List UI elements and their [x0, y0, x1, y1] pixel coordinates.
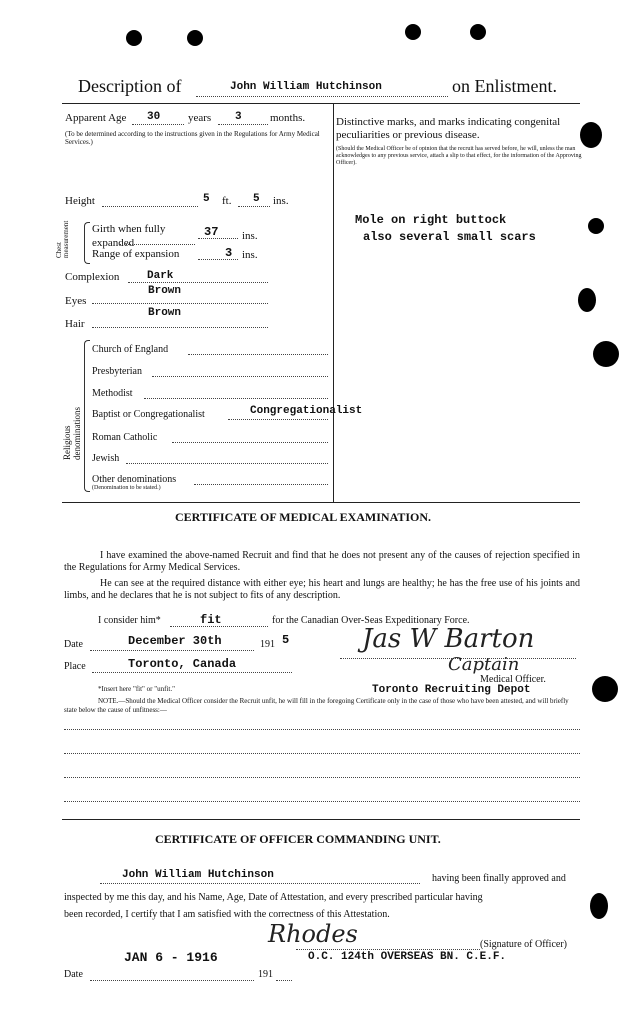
height-ft: 5: [203, 193, 210, 205]
medical-title: CERTIFICATE OF MEDICAL EXAMINATION.: [175, 510, 432, 524]
marks-label: Distinctive marks, and marks indicating congenital peculiarities or previous disease.: [336, 116, 561, 141]
unfit-note: NOTE.—Should the Medical Officer consider the Recruit unfit, he will fill in the foregoing Certificate only in the case of those who have been attested, and will briefly state below the cause of unfitness:—: [64, 697, 569, 714]
chest-brace: [84, 222, 90, 264]
months-label: months.: [270, 112, 306, 124]
officer-unit: O.C. 124th OVERSEAS BN. C.E.F.: [308, 951, 507, 963]
denomination-item: Other denominations: [92, 474, 177, 485]
ins-label: ins.: [273, 195, 289, 207]
year-digit: 5: [282, 633, 290, 647]
height-line: [102, 206, 198, 207]
officer-sig-label: (Signature of Officer): [480, 939, 568, 950]
eyes-label: Eyes: [65, 295, 87, 307]
religion-label: Religious denominations: [62, 407, 82, 460]
religion-value: Congregationalist: [250, 405, 363, 417]
officer-date-label: Date: [64, 969, 83, 980]
eyes-line: [92, 303, 268, 304]
hair-line: [92, 327, 268, 328]
place-line: [92, 672, 292, 673]
denomination-line: [144, 398, 328, 399]
depot-stamp: Toronto Recruiting Depot: [372, 684, 531, 696]
punch-hole: [592, 676, 618, 702]
complexion-line: [128, 282, 268, 283]
punch-hole: [593, 341, 619, 367]
header-name-line: [196, 96, 448, 97]
denomination-note: (Denomination to be stated.): [92, 485, 161, 491]
stamp-date: JAN 6 - 1916: [124, 950, 218, 965]
ins-line: [238, 206, 270, 207]
girth-label: Girth when fully expanded: [92, 223, 166, 249]
age-label: Apparent Age: [65, 112, 127, 124]
range-label: Range of expansion: [92, 248, 180, 260]
header-prefix: Description of: [78, 76, 182, 96]
punch-hole: [588, 218, 604, 234]
marks-note: (Should the Medical Officer be of opinion that the recruit has served before, he will, unless the man acknowledges to any previous service, attach a slip to that effect, for the information of the Approving Officer).: [336, 146, 582, 166]
eyes-value: Brown: [148, 285, 182, 297]
header-rule: [62, 103, 580, 104]
column-divider: [333, 104, 334, 502]
years-label: years: [188, 112, 212, 124]
punch-hole: [578, 288, 596, 312]
section-rule: [62, 819, 580, 820]
unfit-line: [64, 801, 580, 802]
section-rule: [62, 502, 580, 503]
girth-value-line: [198, 238, 238, 239]
mo-label: Medical Officer.: [480, 674, 546, 685]
header-name: John William Hutchinson: [230, 81, 382, 93]
officer-name-line: [100, 883, 420, 884]
complexion-label: Complexion: [65, 271, 120, 283]
officer-signature: Rhodes: [268, 920, 358, 948]
height-ins: 5: [253, 193, 260, 205]
denomination-item: Baptist or Congregationalist: [92, 409, 205, 420]
marks-line2: also several small scars: [363, 230, 536, 244]
ft-label: ft.: [222, 195, 232, 207]
officer-text3: been recorded, I certify that I am satisfied with the correctness of this Attestation.: [64, 909, 390, 920]
hair-label: Hair: [65, 318, 85, 330]
medical-para2: He can see at the required distance with either eye; his heart and lungs are healthy; he has the free use of his joints and limbs, and he declares that he is not subject to fits of any description.: [64, 578, 580, 601]
denomination-item: Roman Catholic: [92, 432, 158, 443]
officer-year-line: [276, 980, 292, 981]
year-prefix: 191: [260, 639, 275, 650]
medical-rank: Captain: [448, 654, 520, 675]
punch-hole: [405, 24, 421, 40]
consider-label: I consider him*: [98, 615, 161, 626]
denomination-line: [152, 376, 328, 377]
denomination-line: [126, 463, 328, 464]
denomination-line: [172, 442, 328, 443]
officer-text2: inspected by me this day, and his Name, Age, Date of Attestation, and every prescribed particular having: [64, 892, 483, 903]
date-label: Date: [64, 639, 83, 650]
officer-year-prefix: 191: [258, 969, 273, 980]
officer-recruit-name: John William Hutchinson: [122, 869, 274, 881]
denomination-item: Presbyterian: [92, 366, 142, 377]
girth-ins: ins.: [242, 230, 258, 242]
height-label: Height: [65, 195, 95, 207]
chest-label: Chest measurement: [55, 220, 70, 258]
officer-text1: having been finally approved and: [432, 873, 566, 884]
unfit-line: [64, 777, 580, 778]
place-label: Place: [64, 661, 86, 672]
officer-title: CERTIFICATE OF OFFICER COMMANDING UNIT.: [155, 832, 441, 846]
header-suffix: on Enlistment.: [452, 76, 557, 96]
age-note: (To be determined according to the instructions given in the Regulations for Army Medical Services.): [65, 130, 320, 146]
punch-hole: [126, 30, 142, 46]
months-line: [218, 124, 268, 125]
religion-brace: [84, 340, 90, 492]
officer-date-line: [90, 980, 254, 981]
range-value: 3: [225, 246, 233, 260]
date-value: December 30th: [128, 634, 222, 648]
punch-hole: [590, 893, 608, 919]
unfit-line: [64, 753, 580, 754]
girth-value: 37: [204, 225, 219, 239]
consider-suffix: for the Canadian Over-Seas Expeditionary Force.: [272, 615, 470, 626]
age-years: 30: [147, 111, 161, 123]
denomination-item: Jewish: [92, 453, 120, 464]
punch-hole: [187, 30, 203, 46]
denomination-line: [188, 354, 328, 355]
date-line: [90, 650, 254, 651]
age-months: 3: [235, 111, 242, 123]
complexion-value: Dark: [147, 270, 174, 282]
denomination-item: Church of England: [92, 344, 169, 355]
unfit-line: [64, 729, 580, 730]
officer-signature-line: [296, 949, 480, 950]
insert-note: *Insert here "fit" or "unfit.": [98, 685, 175, 693]
marks-line1: Mole on right buttock: [355, 213, 507, 227]
range-ins: ins.: [242, 249, 258, 261]
age-line: [132, 124, 184, 125]
girth-line: [120, 244, 195, 245]
denomination-line: [228, 419, 328, 420]
medical-para1: I have examined the above-named Recruit and find that he does not present any of the causes of rejection specified in the Regulations for Army Medical Services.: [64, 550, 580, 573]
place-value: Toronto, Canada: [128, 657, 237, 671]
medical-signature: Jas W Barton: [362, 624, 535, 654]
punch-hole: [470, 24, 486, 40]
denomination-line: [194, 484, 328, 485]
consider-value: fit: [200, 613, 222, 627]
denomination-item: Methodist: [92, 388, 133, 399]
hair-value: Brown: [148, 307, 182, 319]
